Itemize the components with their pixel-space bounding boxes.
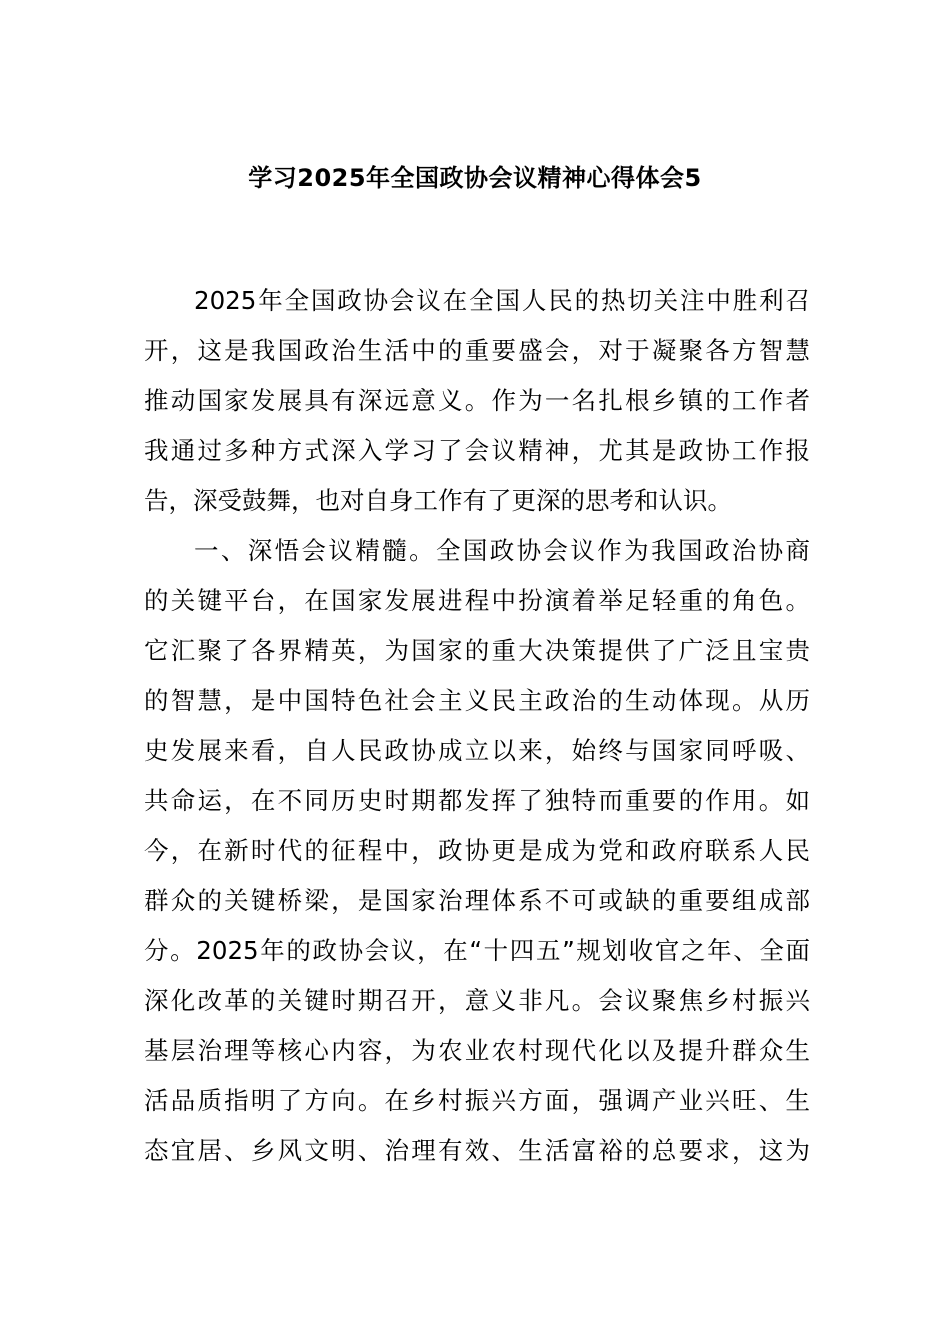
paragraph-line: 的关键平台，在国家发展进程中扮演着举足轻重的角色。 — [144, 586, 810, 615]
paragraph-line: 一、深悟会议精髓。全国政协会议作为我国政治协商 — [194, 536, 810, 565]
paragraph-line: 推动国家发展具有深远意义。作为一名扎根乡镇的工作者 — [144, 386, 810, 415]
paragraph-line: 活品质指明了方向。在乡村振兴方面，强调产业兴旺、生 — [144, 1086, 810, 1115]
paragraph-line: 群众的关键桥梁，是国家治理体系不可或缺的重要组成部 — [144, 886, 810, 915]
paragraph-line: 2025年全国政协会议在全国人民的热切关注中胜利召 — [194, 286, 810, 315]
paragraph-line: 今，在新时代的征程中，政协更是成为党和政府联系人民 — [144, 836, 810, 865]
paragraph-line: 深化改革的关键时期召开，意义非凡。会议聚焦乡村振兴 — [144, 986, 810, 1015]
paragraph-line: 我通过多种方式深入学习了会议精神，尤其是政协工作报 — [144, 436, 810, 465]
paragraph-line: 共命运，在不同历史时期都发挥了独特而重要的作用。如 — [144, 786, 810, 815]
paragraph-line: 它汇聚了各界精英，为国家的重大决策提供了广泛且宝贵 — [144, 636, 810, 665]
paragraph-line: 基层治理等核心内容，为农业农村现代化以及提升群众生 — [144, 1036, 810, 1065]
paragraph-line: 态宜居、乡风文明、治理有效、生活富裕的总要求，这为 — [144, 1136, 810, 1165]
paragraph-line: 分。2025年的政协会议，在“十四五”规划收官之年、全面 — [144, 936, 810, 965]
document-title: 学习2025年全国政协会议精神心得体会5 — [248, 164, 702, 192]
paragraph-line: 的智慧，是中国特色社会主义民主政治的生动体现。从历 — [144, 686, 810, 715]
paragraph-line: 告，深受鼓舞，也对自身工作有了更深的思考和认识。 — [144, 486, 732, 515]
paragraph-line: 开，这是我国政治生活中的重要盛会，对于凝聚各方智慧 — [144, 336, 810, 365]
paragraph-line: 史发展来看，自人民政协成立以来，始终与国家同呼吸、 — [144, 736, 810, 765]
